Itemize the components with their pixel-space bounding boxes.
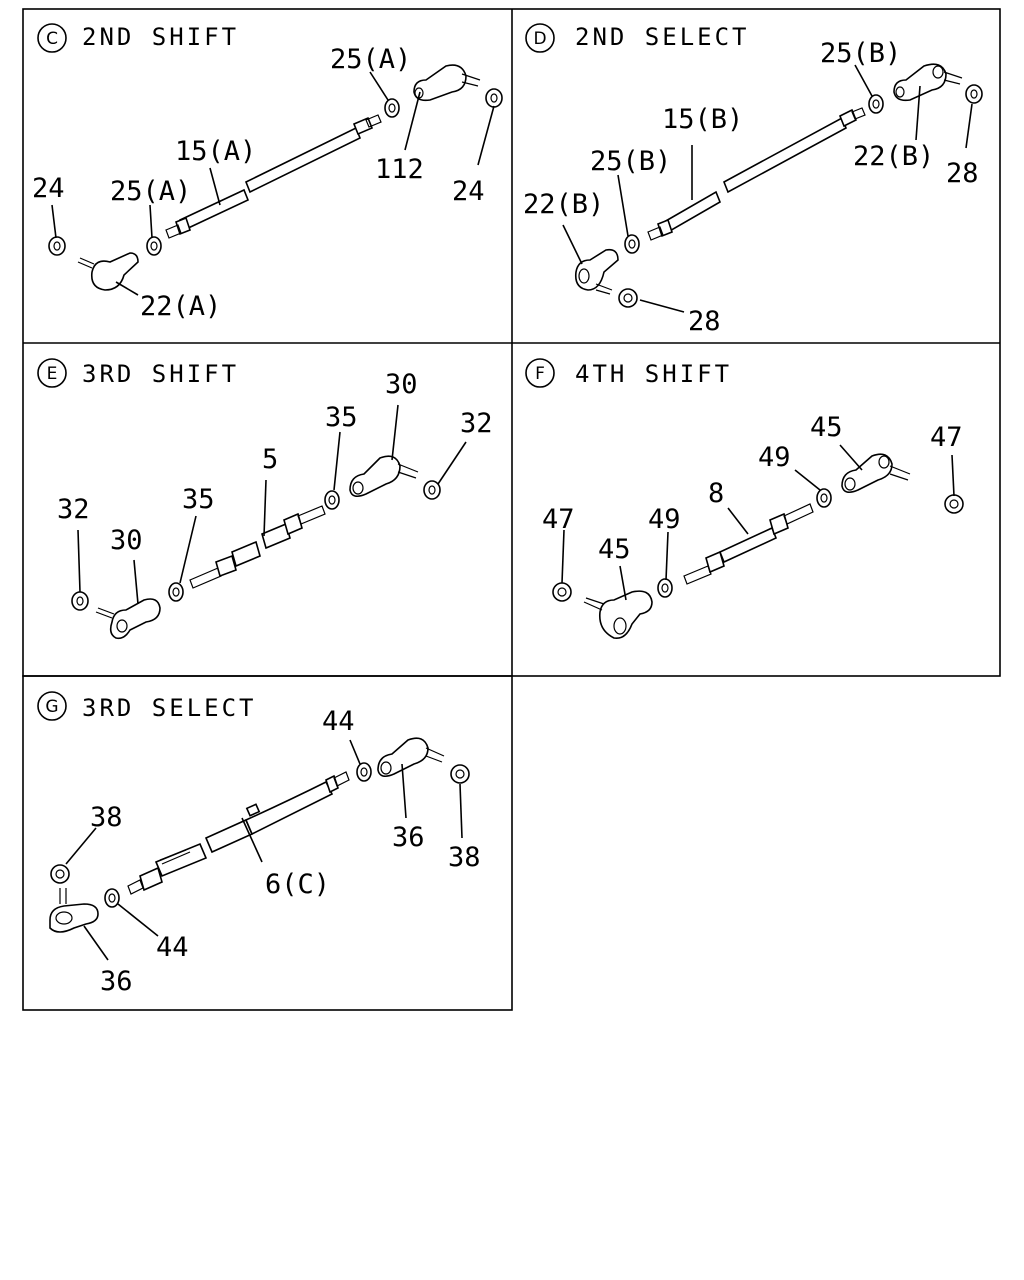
frame-panel-g <box>23 676 512 1010</box>
rod-part <box>684 504 813 584</box>
panel-title: 3RD SHIFT <box>82 360 240 388</box>
panel-g <box>38 692 481 997</box>
callout-label: 6(C) <box>265 869 331 900</box>
panel-letter: G <box>45 697 59 717</box>
callout-label: 28 <box>946 158 979 189</box>
callout-label: 8 <box>708 478 725 509</box>
callout-label: 25(B) <box>820 38 902 69</box>
callout-label: 25(B) <box>590 146 672 177</box>
panel-f <box>526 359 963 638</box>
callout-label: 5 <box>262 444 279 475</box>
callout-label: 15(B) <box>662 104 744 135</box>
callout-label: 44 <box>322 706 355 737</box>
callout-label: 25(A) <box>330 44 412 75</box>
callout-label: 45 <box>598 534 631 565</box>
callout-label: 44 <box>156 932 189 963</box>
callout-label: 47 <box>542 504 575 535</box>
callout-label: 15(A) <box>175 136 257 167</box>
panel-letter: C <box>46 29 58 49</box>
callout-label: 30 <box>385 369 418 400</box>
rod-part <box>166 115 381 238</box>
callout-label: 47 <box>930 422 963 453</box>
panel-title: 2ND SHIFT <box>82 23 240 51</box>
callout-label: 36 <box>100 966 133 997</box>
callout-label: 32 <box>57 494 90 525</box>
panel-e <box>38 359 493 638</box>
callout-label: 24 <box>32 173 65 204</box>
callout-label: 49 <box>648 504 681 535</box>
callout-label: 35 <box>325 402 358 433</box>
ball-joint-part <box>576 64 962 294</box>
leader-lines <box>78 405 466 604</box>
callout-label: 24 <box>452 176 485 207</box>
callout-label: 36 <box>392 822 425 853</box>
callout-label: 22(B) <box>853 141 935 172</box>
panel-title: 3RD SELECT <box>82 694 257 722</box>
callout-label: 45 <box>810 412 843 443</box>
callout-label: 112 <box>375 154 424 185</box>
panel-c <box>32 23 502 322</box>
callout-label: 22(A) <box>140 291 222 322</box>
leader-lines <box>563 65 972 312</box>
callout-label: 30 <box>110 525 143 556</box>
panel-letter: E <box>46 364 58 384</box>
callout-label: 22(B) <box>523 189 605 220</box>
callout-label: 32 <box>460 408 493 439</box>
rod-part <box>190 506 325 588</box>
panel-letter: F <box>535 364 545 384</box>
panel-title: 4TH SHIFT <box>575 360 733 388</box>
panel-letter: D <box>533 29 547 49</box>
panel-d <box>523 23 982 337</box>
callout-label: 28 <box>688 306 721 337</box>
panel-title: 2ND SELECT <box>575 23 750 51</box>
callout-label: 35 <box>182 484 215 515</box>
callout-label: 25(A) <box>110 176 192 207</box>
callout-label: 38 <box>90 802 123 833</box>
callout-label: 49 <box>758 442 791 473</box>
callout-label: 38 <box>448 842 481 873</box>
